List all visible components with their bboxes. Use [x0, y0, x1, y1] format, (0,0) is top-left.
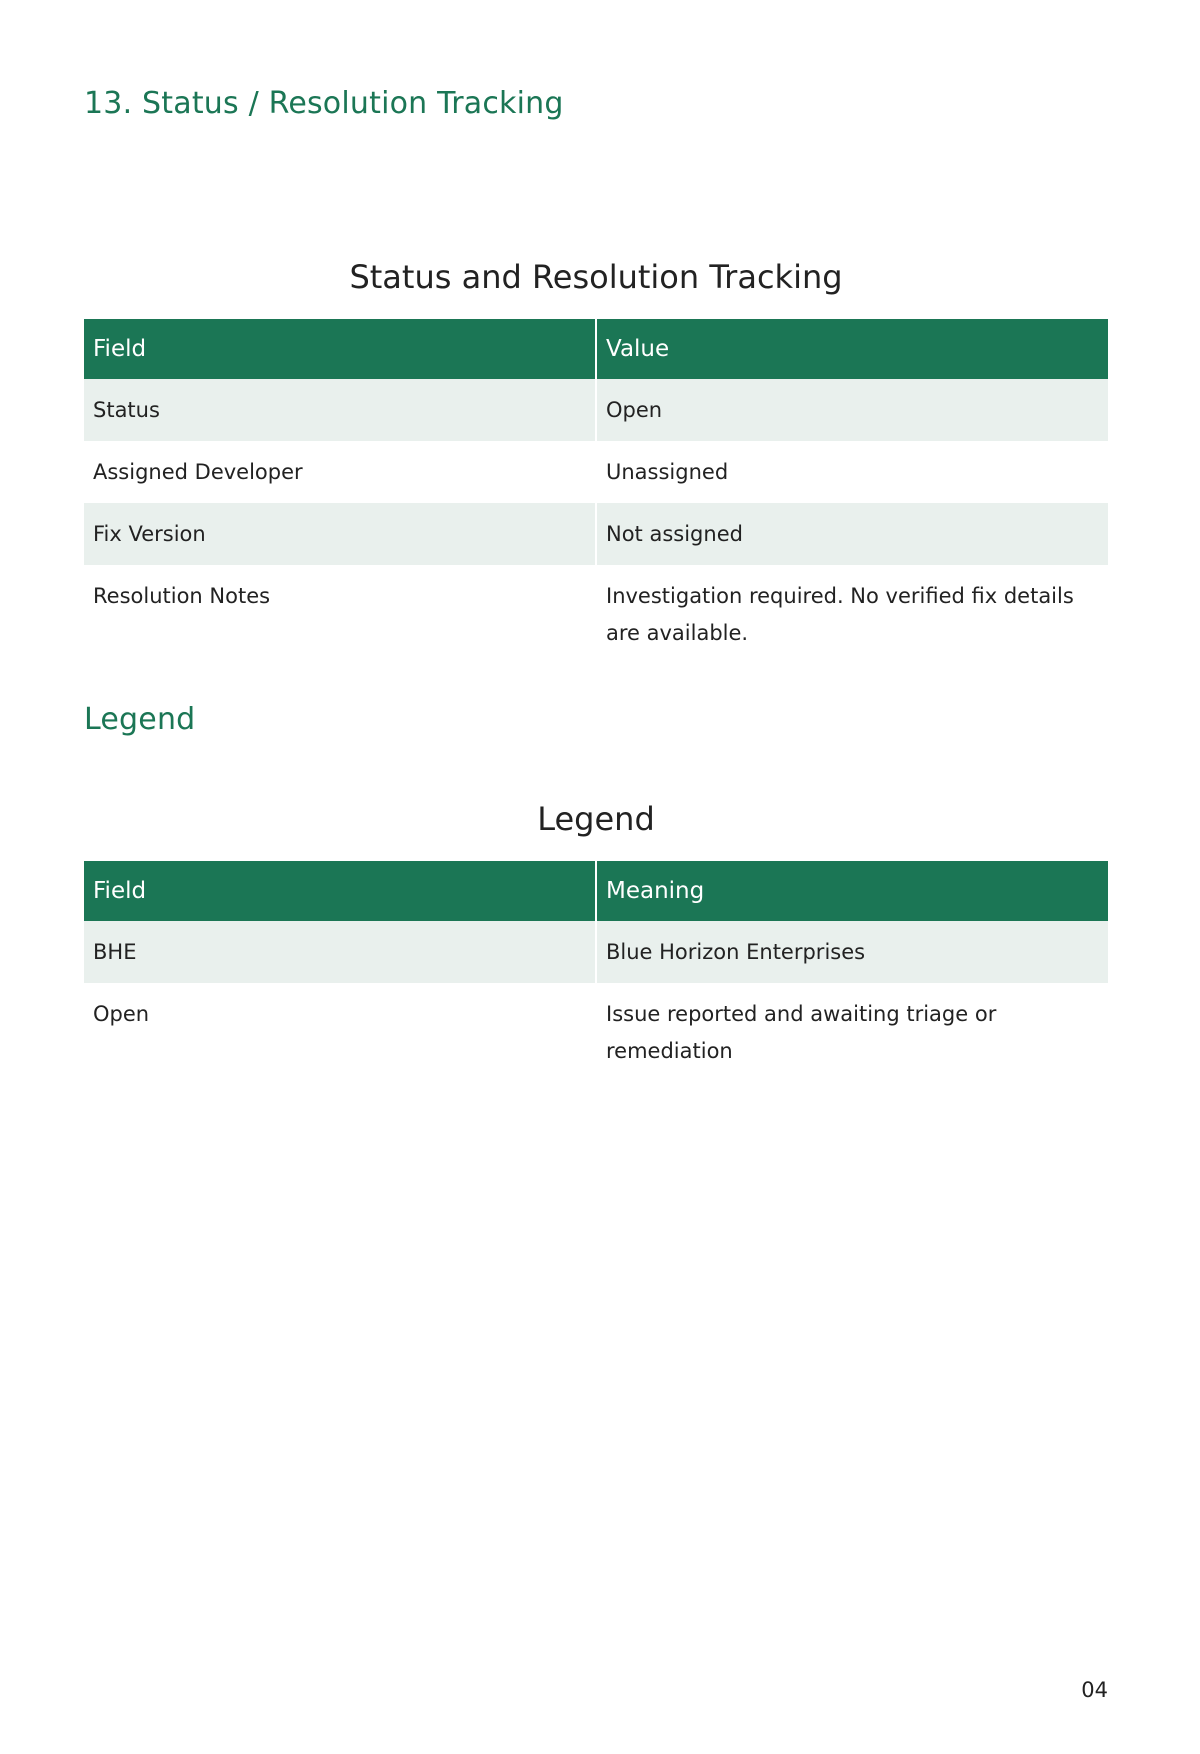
legend-table-header-row — [84, 861, 1108, 921]
status-table-header-value: Value — [596, 319, 1108, 379]
fix-version-field-cell: Fix Version — [84, 503, 596, 565]
status-value-cell: Open — [596, 379, 1108, 441]
open-meaning-cell: Issue reported and awaiting triage or remediation — [596, 983, 1108, 1082]
bhe-field-cell: BHE — [84, 921, 596, 983]
table-row — [84, 983, 1108, 1082]
section-heading: 13. Status / Resolution Tracking — [84, 86, 564, 121]
table-row — [84, 565, 1108, 664]
bhe-meaning-cell: Blue Horizon Enterprises — [596, 921, 1108, 983]
status-table-header-field: Field — [84, 319, 596, 379]
fix-version-value-cell: Not assigned — [596, 503, 1108, 565]
assigned-developer-value-cell: Unassigned — [596, 441, 1108, 503]
table-row — [84, 379, 1108, 441]
open-field-cell: Open — [84, 983, 596, 1082]
legend-table-header-field: Field — [84, 861, 596, 921]
assigned-developer-field-cell: Assigned Developer — [84, 441, 596, 503]
table-row — [84, 921, 1108, 983]
table-row — [84, 441, 1108, 503]
legend-table-header-meaning: Meaning — [596, 861, 1108, 921]
table-row — [84, 503, 1108, 565]
resolution-notes-field-cell: Resolution Notes — [84, 565, 596, 664]
legend-table — [84, 861, 1108, 1082]
status-table — [84, 319, 1108, 664]
status-field-cell: Status — [84, 379, 596, 441]
status-table-header-row — [84, 319, 1108, 379]
legend-heading: Legend — [84, 702, 196, 737]
legend-table-title: Legend — [537, 800, 655, 838]
page-number: 04 — [1081, 1678, 1108, 1702]
resolution-notes-value-cell: Investigation required. No verified fix details are available. — [596, 565, 1108, 664]
status-table-title: Status and Resolution Tracking — [349, 258, 843, 296]
